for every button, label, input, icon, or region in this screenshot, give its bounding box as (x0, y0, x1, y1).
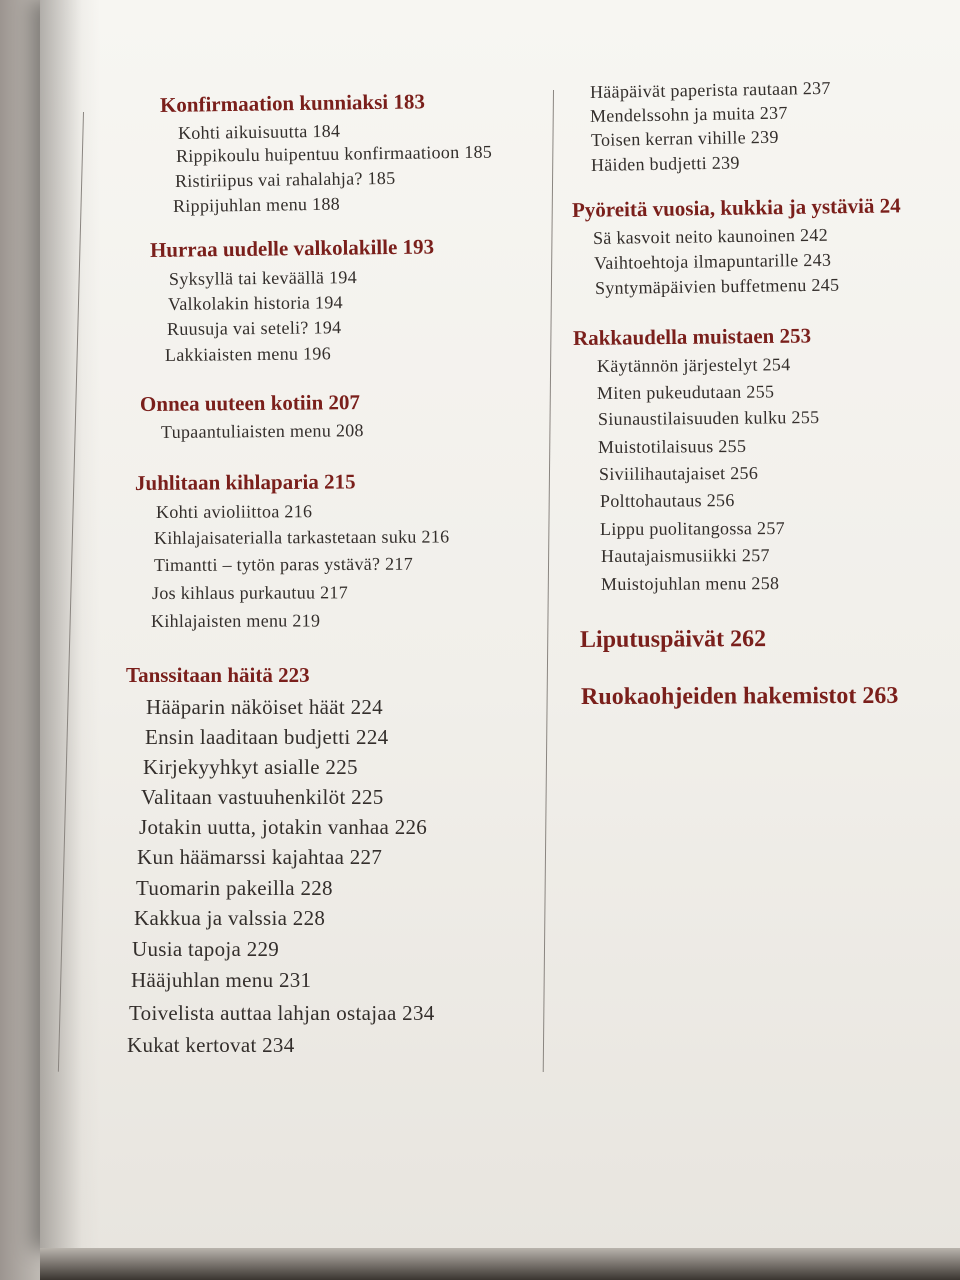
toc-entry: Siviilihautajaiset 256 (598, 462, 759, 484)
toc-heading-kihlapari: Juhlitaan kihlaparia 215 (134, 469, 356, 495)
toc-entry: Uusia tapoja 229 (132, 937, 280, 961)
toc-entry: Ruusuja vai seteli? 194 (166, 317, 342, 339)
toc-entry: Miten pukeudutaan 255 (596, 381, 775, 403)
toc-entry: Timantti – tytön paras ystävä? 217 (153, 553, 414, 575)
toc-entry: Kakkua ja valssia 228 (134, 906, 326, 930)
toc-entry: Sä kasvoit neito kaunoinen 242 (592, 224, 829, 248)
toc-entry: Siunaustilaisuuden kulku 255 (597, 407, 820, 429)
page-bottom-edge (40, 1248, 960, 1280)
toc-entry: Mendelssohn ja muita 237 (589, 102, 788, 126)
toc-entry: Ristiriipus vai rahalahja? 185 (174, 167, 396, 191)
toc-entry: Toivelista auttaa lahjan ostajaa 234 (129, 1001, 435, 1025)
toc-entry: Valitaan vastuuhenkilöt 225 (141, 785, 384, 809)
toc-entry: Muistotilaisuus 255 (597, 435, 747, 457)
toc-entry: Kihlajaisaterialla tarkastetaan suku 216 (153, 526, 450, 548)
toc-entry: Tuomarin pakeilla 228 (136, 876, 333, 900)
toc-entry: Kun häämarssi kajahtaa 227 (137, 845, 383, 869)
toc-entry: Käytännön järjestelyt 254 (596, 354, 791, 376)
toc-entry: Hääpäivät paperista rautaan 237 (589, 77, 831, 102)
toc-entry: Tupaantuliaisten menu 208 (160, 420, 364, 442)
toc-entry: Häiden budjetti 239 (590, 152, 740, 175)
toc-entry: Ensin laaditaan budjetti 224 (145, 725, 389, 749)
toc-entry: Jos kihlaus purkautuu 217 (151, 582, 349, 603)
toc-entry: Vaihtoehtoja ilmapuntarille 243 (593, 249, 832, 273)
toc-heading-hakemistot: Ruokaohjeiden hakemistot 263 (580, 682, 899, 710)
toc-heading-liputuspaivat: Liputuspäivät 262 (579, 626, 767, 653)
toc-entry: Syntymäpäivien buffetmenu 245 (594, 274, 840, 298)
toc-entry: Kirjekyyhkyt asialle 225 (143, 755, 358, 779)
toc-entry: Hääjuhlan menu 231 (131, 968, 312, 992)
toc-heading-valkolakki: Hurraa uudelle valkolakille 193 (149, 234, 435, 262)
toc-entry: Polttohautaus 256 (599, 490, 735, 511)
toc-entry: Muistojuhlan menu 258 (600, 573, 780, 594)
toc-heading-muistaen: Rakkaudella muistaen 253 (572, 323, 812, 350)
toc-heading-pyoreat-vuodet: Pyöreitä vuosia, kukkia ja ystäviä 24 (571, 193, 901, 222)
toc-entry: Hautajaismusiikki 257 (600, 545, 770, 566)
toc-entry: Kohti avioliittoa 216 (155, 501, 313, 522)
toc-entry: Valkolakin historia 194 (167, 292, 343, 314)
toc-entry: Toisen kerran vihille 239 (590, 126, 779, 150)
toc-entry: Kukat kertovat 234 (127, 1033, 295, 1057)
toc-entry: Kihlajaisten menu 219 (150, 610, 321, 631)
toc-entry: Lippu puolitangossa 257 (599, 518, 785, 539)
toc-entry: Rippikoulu huipentuu konfirmaatioon 185 (175, 141, 493, 166)
toc-entry: Kohti aikuisuutta 184 (177, 120, 341, 143)
toc-heading-konfirmaatio: Konfirmaation kunniaksi 183 (159, 89, 426, 117)
toc-entry: Lakkiaisten menu 196 (164, 343, 332, 365)
toc-heading-haat: Tanssitaan häitä 223 (126, 663, 310, 687)
toc-right-column (560, 0, 960, 760)
toc-entry: Hääparin näköiset häät 224 (146, 695, 383, 719)
toc-entry: Jotakin uutta, jotakin vanhaa 226 (139, 815, 428, 839)
toc-heading-koti: Onnea uuteen kotiin 207 (139, 390, 361, 416)
toc-entry: Rippijuhlan menu 188 (172, 193, 341, 216)
toc-entry: Syksyllä tai keväällä 194 (168, 267, 358, 289)
